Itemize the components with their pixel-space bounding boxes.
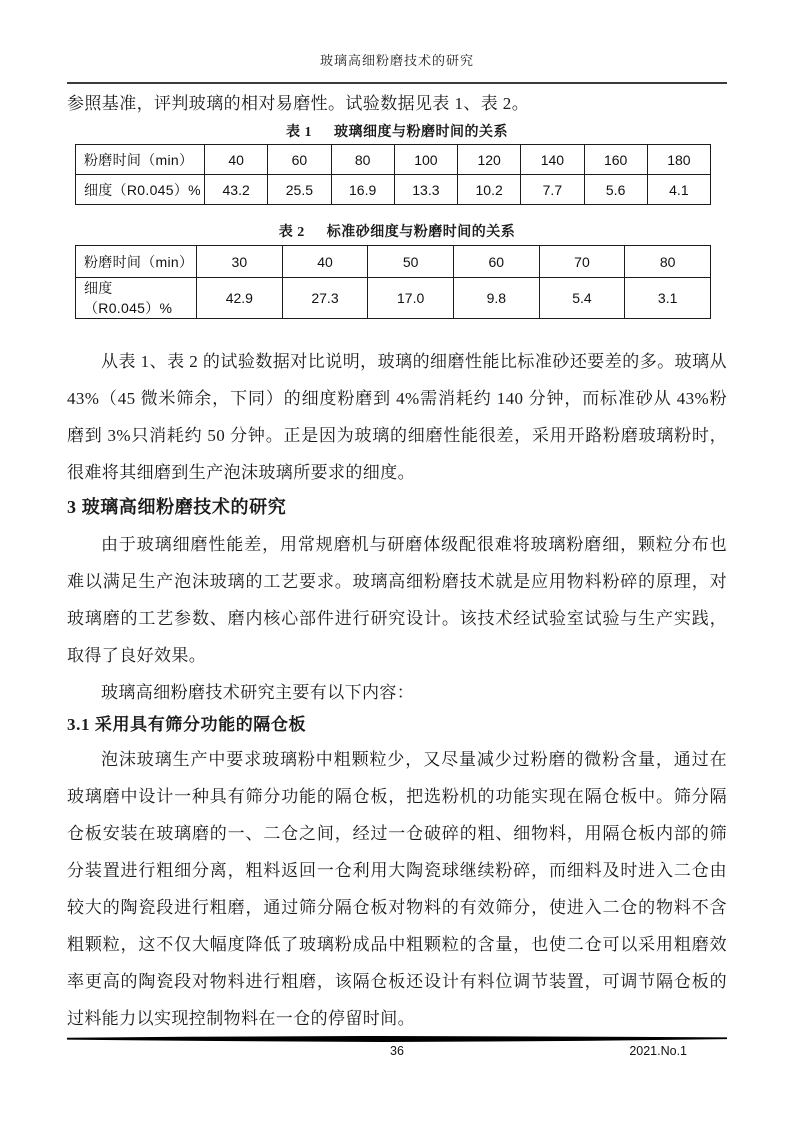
data-cell: 42.9: [197, 278, 283, 319]
paragraph-section-3: 由于玻璃细磨性能差，用常规磨机与研磨体级配很难将玻璃粉磨细，颗粒分布也难以满足生产泡沫玻璃的工艺要求。玻璃高细粉磨技术就是应用物料粉碎的原理，对玻璃磨的工艺参数、磨内核心部件进行研究设计。该技术经试验室试验与生产实践，取得了良好效果。: [67, 535, 727, 665]
data-cell: 5.6: [584, 175, 647, 205]
data-cell: 50: [368, 246, 454, 278]
journal-issue: 2021.No.1: [629, 1044, 687, 1058]
data-cell: 100: [394, 145, 457, 175]
footer-rule: [67, 1036, 727, 1042]
page-footer: [67, 1036, 727, 1062]
table-row: [76, 246, 711, 278]
data-cell: 40: [205, 145, 268, 175]
data-cell: 7.7: [521, 175, 584, 205]
row-header-cell: 粉磨时间（min）: [76, 246, 197, 278]
table-row: [76, 145, 711, 175]
table-standard-sand-fineness: [75, 245, 711, 319]
data-cell: 3.1: [625, 278, 711, 319]
table2-caption: [67, 223, 727, 242]
section-3-heading: 3 玻璃高细粉磨技术的研究: [67, 497, 287, 517]
data-cell: 80: [331, 145, 394, 175]
paragraph-intro: 参照基准，评判玻璃的相对易磨性。试验数据见表 1、表 2。: [67, 94, 530, 113]
row-header-cell: 细度（R0.045）%: [76, 278, 197, 319]
paragraph-comparison: 从表 1、表 2 的试验数据对比说明，玻璃的细磨性能比标准砂还要差的多。玻璃从 43%（45 微米筛余，下同）的细度粉磨到 4%需消耗约 140 分钟，而标准砂从 43%粉磨到 3%只消耗约 50 分钟。正是因为玻璃的细磨性能很差，采用开路粉磨玻璃粉时，很难将其细磨到生产泡沫玻璃所要求的细度。: [67, 352, 727, 482]
data-cell: 9.8: [453, 278, 539, 319]
section-3-1-heading: 3.1 采用具有筛分功能的隔仓板: [67, 715, 307, 734]
data-cell: 80: [625, 246, 711, 278]
row-header-cell: 粉磨时间（min）: [76, 145, 205, 175]
data-cell: 27.3: [282, 278, 368, 319]
table-glass-fineness: [75, 144, 711, 205]
data-cell: 120: [458, 145, 521, 175]
data-cell: 160: [584, 145, 647, 175]
table1-caption: [67, 123, 727, 142]
data-cell: 25.5: [268, 175, 331, 205]
data-cell: 30: [197, 246, 283, 278]
data-cell: 13.3: [394, 175, 457, 205]
data-cell: 70: [539, 246, 625, 278]
data-cell: 180: [647, 145, 710, 175]
paragraph-lead-in: 玻璃高细粉磨技术研究主要有以下内容：: [101, 683, 415, 702]
data-cell: 60: [268, 145, 331, 175]
data-cell: 10.2: [458, 175, 521, 205]
data-cell: 16.9: [331, 175, 394, 205]
data-cell: 43.2: [205, 175, 268, 205]
data-cell: 17.0: [368, 278, 454, 319]
footer-row: [67, 1044, 727, 1062]
data-cell: 5.4: [539, 278, 625, 319]
page-number: 36: [390, 1044, 404, 1058]
paragraph-section-3-1: 泡沫玻璃生产中要求玻璃粉中粗颗粒少，又尽量减少过粉磨的微粉含量，通过在玻璃磨中设计一种具有筛分功能的隔仓板，把选粉机的功能实现在隔仓板中。筛分隔仓板安装在玻璃磨的一、二仓之间，经过一仓破碎的粗、细物料，用隔仓板内部的筛分装置进行粗细分离，粗料返回一仓利用大陶瓷球继续粉碎，而细料及时进入二仓由较大的陶瓷段进行粗磨，通过筛分隔仓板对物料的有效筛分，使进入二仓的物料不含粗颗粒，这不仅大幅度降低了玻璃粉成品中粗颗粒的含量，也使二仓可以采用粗磨效率更高的陶瓷段对物料进行粗磨，该隔仓板还设计有料位调节装置，可调节隔仓板的过料能力以实现控制物料在一仓的停留时间。: [67, 750, 727, 1028]
data-cell: 60: [453, 246, 539, 278]
row-header-cell: 细度（R0.045）%: [76, 175, 205, 205]
table-row: [76, 278, 711, 319]
header-rule: [67, 82, 727, 84]
table2-caption-label: 表 2: [278, 225, 305, 240]
running-header-title: 玻璃高细粉磨技术的研究: [319, 53, 474, 68]
table2-caption-title: 标准砂细度与粉磨时间的关系: [326, 225, 516, 240]
table1-caption-label: 表 1: [286, 125, 312, 140]
data-cell: 4.1: [647, 175, 710, 205]
table1-caption-title: 玻璃细度与粉磨时间的关系: [334, 125, 508, 140]
data-cell: 140: [521, 145, 584, 175]
data-cell: 40: [282, 246, 368, 278]
table-row: [76, 175, 711, 205]
